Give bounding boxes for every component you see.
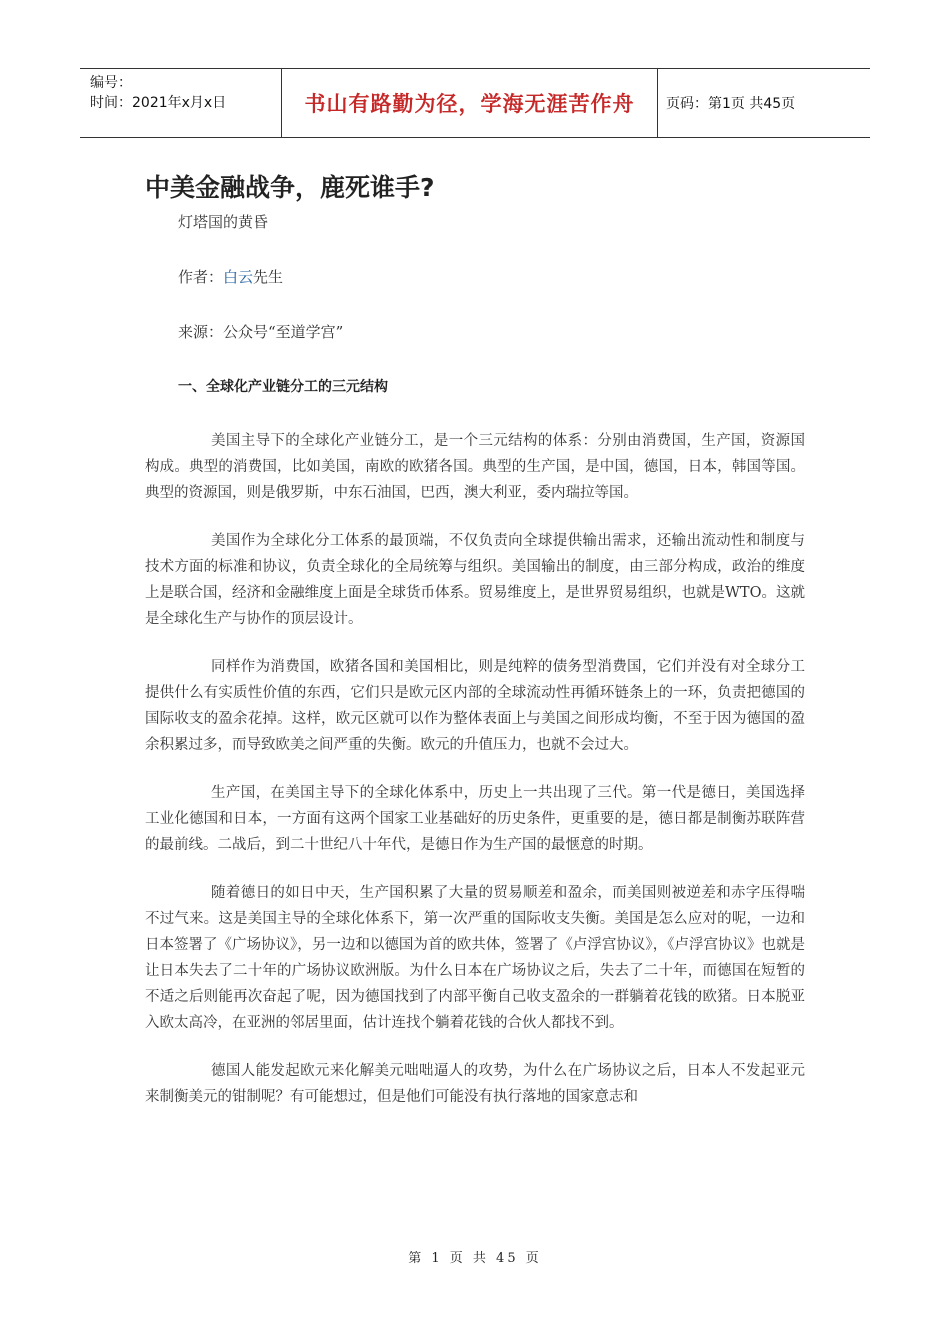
page-footer: 第 1 页 共 45 页 xyxy=(408,1251,542,1266)
section-heading: 一、全球化产业链分工的三元结构 xyxy=(178,379,388,395)
paragraph: 随着德日的如日中天，生产国积累了大量的贸易顺差和盈余，而美国则被逆差和赤字压得喘不过气来。这是美国主导的全球化体系下，第一次严重的国际收支失衡。美国是怎么应对的呢，一边和日本签署了《广场协议》，另一边和以德国为首的欧共体，签署了《卢浮宫协议》，《卢浮宫协议》也就是让日本失去了二十年的广场协议欧洲版。为什么日本在广场协议之后，失去了二十年，而德国在短暂的不适之后则能再次奋起了呢，因为德国找到了内部平衡自己收支盈余的一群躺着花钱的欧猪。日本脱亚入欧太高冷，在亚洲的邻居里面，估计连找个躺着花钱的合伙人都找不到。 xyxy=(145,885,805,1031)
article-source: 来源：公众号“至道学宫” xyxy=(178,323,344,341)
paragraph: 美国主导下的全球化产业链分工，是一个三元结构的体系：分别由消费国，生产国，资源国构成。典型的消费国，比如美国，南欧的欧猪各国。典型的生产国，是中国，德国，日本，韩国等国。典型的资源国，则是俄罗斯，中东石油国，巴西，澳大利亚，委内瑞拉等国。 xyxy=(145,433,805,501)
article-title: 中美金融战争，鹿死谁手? xyxy=(145,173,435,202)
header-table xyxy=(80,68,870,138)
document-number-label: 编号： xyxy=(90,75,132,91)
paragraph: 德国人能发起欧元来化解美元咄咄逼人的攻势，为什么在广场协议之后，日本人不发起亚元来制衡美元的钳制呢？有可能想过，但是他们可能没有执行落地的国家意志和 xyxy=(145,1063,805,1105)
article-subtitle: 灯塔国的黄昏 xyxy=(178,213,269,231)
paragraph: 美国作为全球化分工体系的最顶端，不仅负责向全球提供输出需求，还输出流动性和制度与技术方面的标准和协议，负责全球化的全局统筹与组织。美国输出的制度，由三部分构成，政治的维度上是联合国，经济和金融维度上面是全球货币体系。贸易维度上，是世界贸易组织，也就是WTO。这就是全球化生产与协作的顶层设计。 xyxy=(145,533,805,627)
article-body xyxy=(145,428,805,1132)
document-time-label: 时间：2021年x月x日 xyxy=(90,95,227,111)
article-author xyxy=(178,266,283,287)
author-prefix: 作者： xyxy=(178,268,224,286)
paragraph: 同样作为消费国，欧猪各国和美国相比，则是纯粹的债务型消费国，它们并没有对全球分工提供什么有实质性价值的东西，它们只是欧元区内部的全球流动性再循环链条上的一环，负责把德国的国际收支的盈余花掉。这样，欧元区就可以作为整体表面上与美国之间形成均衡，不至于因为德国的盈余积累过多，而导致欧美之间严重的失衡。欧元的升值压力，也就不会过大。 xyxy=(145,659,805,753)
header-page-info: 页码：第1页 共45页 xyxy=(666,96,796,112)
author-name-link[interactable]: 白云 xyxy=(223,268,254,286)
paragraph: 生产国，在美国主导下的全球化体系中，历史上一共出现了三代。第一代是德日，美国选择工业化德国和日本，一方面有这两个国家工业基础好的历史条件，更重要的是，德日都是制衡苏联阵营的最前线。二战后，到二十世纪八十年代，是德日作为生产国的最惬意的时期。 xyxy=(145,785,805,853)
author-suffix: 先生 xyxy=(253,268,284,286)
header-motto: 书山有路勤为径，学海无涯苦作舟 xyxy=(282,69,658,137)
header-info-cell xyxy=(80,69,282,137)
